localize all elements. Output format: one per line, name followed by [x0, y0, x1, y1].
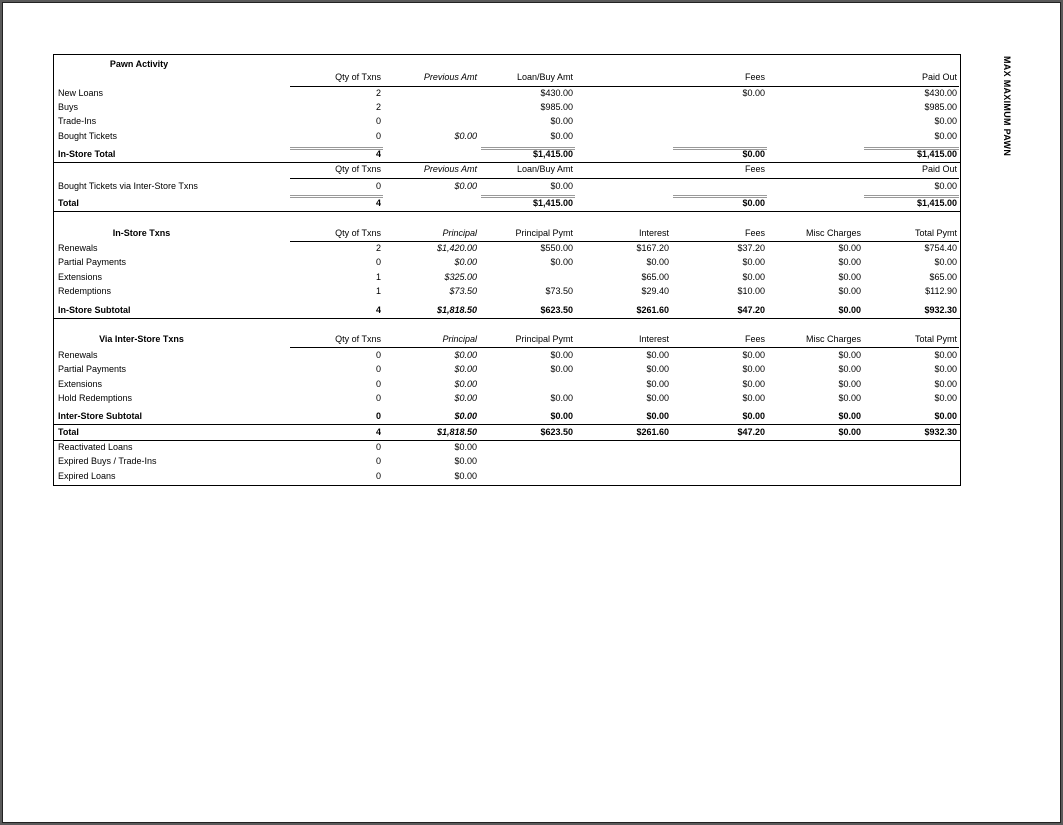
previous-amt-cell: $0.00 [454, 131, 477, 141]
misc-charges-cell: $0.00 [838, 272, 861, 282]
via-header-principal: Principal [442, 334, 477, 344]
interest-cell: $65.00 [641, 272, 669, 282]
interest-cell: $261.60 [636, 305, 669, 315]
in-store-txns-title: In-Store Txns [112, 228, 171, 238]
fees-cell: $37.20 [737, 243, 765, 253]
qty-cell: 1 [375, 286, 381, 296]
qty-cell: 0 [375, 471, 381, 481]
row-label: Inter-Store Subtotal [58, 411, 143, 421]
row-label: Renewals [58, 243, 98, 253]
interest-cell: $0.00 [646, 350, 669, 360]
row-label: New Loans [58, 88, 104, 98]
row-label: Bought Tickets via Inter-Store Txns [58, 181, 198, 191]
misc-charges-cell: $0.00 [838, 350, 861, 360]
via-header-qty: Qty of Txns [335, 334, 381, 344]
paid-out-cell: $0.00 [934, 116, 957, 126]
qty-cell: 0 [375, 131, 381, 141]
qty-cell: 4 [375, 149, 381, 159]
via-inter-store-title: Via Inter-Store Txns [99, 334, 184, 344]
principal-pymt-cell: $0.00 [550, 257, 573, 267]
interest-cell: $0.00 [646, 257, 669, 267]
store-name-vertical: MAX MAXIMUM PAWN [1002, 56, 1012, 157]
via-header-misc: Misc Charges [805, 334, 861, 344]
paid-out-cell: $1,415.00 [916, 149, 957, 159]
qty-cell: 0 [375, 350, 381, 360]
principal-cell: $0.00 [454, 393, 477, 403]
pawn-header-qty: Qty of Txns [335, 72, 381, 82]
principal-cell: $0.00 [454, 379, 477, 389]
via-header-ppymt: Principal Pymt [515, 334, 573, 344]
misc-charges-cell: $0.00 [838, 286, 861, 296]
row-label: Expired Loans [58, 471, 116, 481]
row-label: Hold Redemptions [58, 393, 133, 403]
instore-header-total: Total Pymt [914, 228, 957, 238]
principal-cell: $0.00 [454, 411, 477, 421]
loan-buy-amt-cell: $985.00 [540, 102, 573, 112]
principal-cell: $73.50 [449, 286, 477, 296]
row-label: Reactivated Loans [58, 442, 133, 452]
principal-pymt-cell: $73.50 [545, 286, 573, 296]
qty-cell: 0 [375, 379, 381, 389]
header-rule [290, 178, 959, 179]
instore-header-ppymt: Principal Pymt [515, 228, 573, 238]
paid-out-cell: $985.00 [924, 102, 957, 112]
row-label: Buys [58, 102, 79, 112]
principal-cell: $0.00 [454, 471, 477, 481]
fees-cell: $10.00 [737, 286, 765, 296]
principal-cell: $0.00 [454, 257, 477, 267]
total-pymt-cell: $0.00 [934, 379, 957, 389]
qty-cell: 0 [375, 456, 381, 466]
paid-out-cell: $0.00 [934, 181, 957, 191]
principal-cell: $1,818.50 [436, 427, 477, 437]
total-pymt-cell: $112.90 [925, 286, 957, 296]
header-rule [290, 241, 959, 242]
pawn-activity-title: Pawn Activity [109, 59, 169, 69]
row-label: In-Store Total [58, 149, 116, 159]
inter-buy-header-prev: Previous Amt [423, 164, 477, 174]
pawn-header-paid: Paid Out [921, 72, 957, 82]
total-pymt-cell: $65.00 [929, 272, 957, 282]
via-header-interest: Interest [638, 334, 669, 344]
loan-buy-amt-cell: $0.00 [550, 116, 573, 126]
paid-out-cell: $1,415.00 [916, 198, 957, 208]
principal-pymt-cell: $623.50 [540, 305, 573, 315]
inter-buy-header-fees: Fees [744, 164, 765, 174]
qty-cell: 2 [375, 88, 381, 98]
qty-cell: 1 [375, 272, 381, 282]
qty-cell: 0 [375, 393, 381, 403]
row-label: Partial Payments [58, 364, 127, 374]
principal-cell: $1,818.50 [436, 305, 477, 315]
interest-cell: $167.20 [636, 243, 669, 253]
instore-header-qty: Qty of Txns [335, 228, 381, 238]
interest-cell: $261.60 [636, 427, 669, 437]
fees-cell: $0.00 [742, 411, 765, 421]
inter-buy-header-loan: Loan/Buy Amt [516, 164, 573, 174]
row-label: Renewals [58, 350, 98, 360]
principal-pymt-cell: $0.00 [550, 411, 573, 421]
pawn-header-loan: Loan/Buy Amt [516, 72, 573, 82]
instore-header-principal: Principal [442, 228, 477, 238]
previous-amt-cell: $0.00 [454, 181, 477, 191]
total-pymt-cell: $932.30 [924, 305, 957, 315]
header-rule [290, 86, 959, 87]
qty-cell: 0 [375, 116, 381, 126]
total-pymt-cell: $932.30 [924, 427, 957, 437]
principal-pymt-cell: $0.00 [550, 393, 573, 403]
loan-buy-amt-cell: $1,415.00 [532, 198, 573, 208]
principal-cell: $0.00 [454, 442, 477, 452]
fees-cell: $0.00 [742, 393, 765, 403]
row-label: Extensions [58, 272, 103, 282]
pawn-header-fees: Fees [744, 72, 765, 82]
principal-cell: $325.00 [444, 272, 477, 282]
paid-out-cell: $430.00 [924, 88, 957, 98]
principal-cell: $0.00 [454, 456, 477, 466]
row-label: In-Store Subtotal [58, 305, 131, 315]
loan-buy-amt-cell: $430.00 [540, 88, 573, 98]
interest-cell: $0.00 [646, 411, 669, 421]
principal-pymt-cell: $0.00 [550, 350, 573, 360]
fees-cell: $0.00 [742, 379, 765, 389]
interest-cell: $0.00 [646, 379, 669, 389]
loan-buy-amt-cell: $0.00 [550, 131, 573, 141]
via-header-fees: Fees [744, 334, 765, 344]
fees-cell: $0.00 [742, 257, 765, 267]
loan-buy-amt-cell: $1,415.00 [532, 149, 573, 159]
fees-cell: $0.00 [742, 364, 765, 374]
principal-pymt-cell: $623.50 [540, 427, 573, 437]
misc-charges-cell: $0.00 [838, 305, 861, 315]
total-pymt-cell: $0.00 [934, 257, 957, 267]
section-divider [54, 318, 960, 319]
qty-cell: 0 [375, 411, 381, 421]
row-label: Trade-Ins [58, 116, 97, 126]
row-label: Redemptions [58, 286, 112, 296]
qty-cell: 2 [375, 243, 381, 253]
qty-cell: 4 [375, 198, 381, 208]
inter-buy-header-qty: Qty of Txns [335, 164, 381, 174]
interest-cell: $0.00 [646, 364, 669, 374]
total-pymt-cell: $0.00 [934, 350, 957, 360]
section-divider [54, 211, 960, 212]
instore-header-misc: Misc Charges [805, 228, 861, 238]
header-rule [290, 347, 959, 348]
fees-cell: $0.00 [742, 88, 765, 98]
fees-cell: $47.20 [737, 305, 765, 315]
total-pymt-cell: $0.00 [934, 411, 957, 421]
pawn-header-prev: Previous Amt [423, 72, 477, 82]
qty-cell: 2 [375, 102, 381, 112]
via-header-total: Total Pymt [914, 334, 957, 344]
section-divider [54, 440, 960, 441]
misc-charges-cell: $0.00 [838, 427, 861, 437]
row-label: Total [58, 198, 79, 208]
inter-buy-header-paid: Paid Out [921, 164, 957, 174]
principal-pymt-cell: $550.00 [540, 243, 573, 253]
total-pymt-cell: $0.00 [934, 393, 957, 403]
paid-out-cell: $0.00 [934, 131, 957, 141]
row-label: Bought Tickets [58, 131, 118, 141]
qty-cell: 0 [375, 181, 381, 191]
instore-header-fees: Fees [744, 228, 765, 238]
qty-cell: 0 [375, 257, 381, 267]
report-page [2, 2, 1061, 823]
row-label: Partial Payments [58, 257, 127, 267]
section-divider [54, 162, 960, 163]
qty-cell: 4 [375, 427, 381, 437]
section-divider [54, 424, 960, 425]
total-pymt-cell: $0.00 [934, 364, 957, 374]
qty-cell: 0 [375, 442, 381, 452]
misc-charges-cell: $0.00 [838, 393, 861, 403]
fees-cell: $0.00 [742, 149, 765, 159]
misc-charges-cell: $0.00 [838, 243, 861, 253]
misc-charges-cell: $0.00 [838, 257, 861, 267]
principal-cell: $0.00 [454, 364, 477, 374]
row-label: Total [58, 427, 79, 437]
interest-cell: $0.00 [646, 393, 669, 403]
misc-charges-cell: $0.00 [838, 364, 861, 374]
row-label: Expired Buys / Trade-Ins [58, 456, 157, 466]
fees-cell: $0.00 [742, 350, 765, 360]
principal-cell: $0.00 [454, 350, 477, 360]
fees-cell: $0.00 [742, 272, 765, 282]
fees-cell: $0.00 [742, 198, 765, 208]
qty-cell: 4 [375, 305, 381, 315]
instore-header-interest: Interest [638, 228, 669, 238]
interest-cell: $29.40 [641, 286, 669, 296]
qty-cell: 0 [375, 364, 381, 374]
misc-charges-cell: $0.00 [838, 411, 861, 421]
pawn-activity-report [53, 54, 961, 486]
row-label: Extensions [58, 379, 103, 389]
principal-cell: $1,420.00 [436, 243, 477, 253]
principal-pymt-cell: $0.00 [550, 364, 573, 374]
loan-buy-amt-cell: $0.00 [550, 181, 573, 191]
total-pymt-cell: $754.40 [924, 243, 957, 253]
misc-charges-cell: $0.00 [838, 379, 861, 389]
fees-cell: $47.20 [737, 427, 765, 437]
